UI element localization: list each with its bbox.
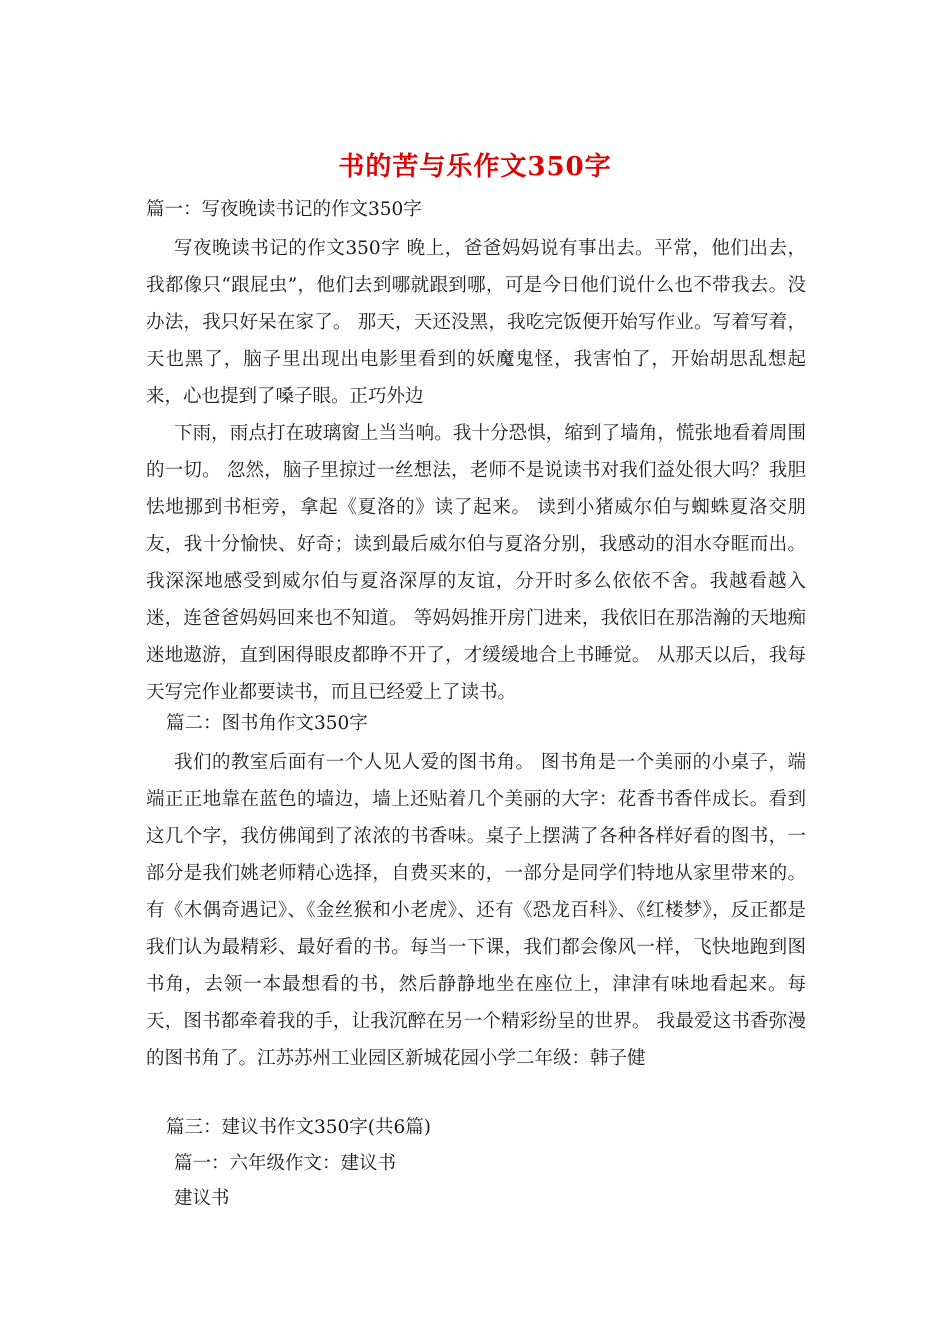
section-heading-3: 篇三：建议书作文350字(共6篇): [166, 1117, 432, 1138]
section-heading-2: 篇二：图书角作文350字: [166, 713, 368, 734]
paragraph-3: 我们的教室后面有一个人见人爱的图书角。 图书角是一个美丽的小桌子，端端正正地靠在蓝色的墙边，墙上还贴着几个美丽的大字：花香书香伴成长。看到这几个字，我仿佛闻到了浓浓的书香味。桌子上摆满了各种各样好看的图书，一部分是我们姚老师精心选择，自费买来的，一部分是同学们特地从家里带来的。有《木偶奇遇记》、《金丝猴和小老虎》、还有《恐龙百科》、《红楼梦》，反正都是我们认为最精彩、最好看的书。每当一下课，我们都会像风一样，飞快地跑到图书角，去领一本最想看的书，然后静静地坐在座位上，津津有味地看起来。每天，图书都牵着我的手，让我沉醉在另一个精彩纷呈的世界。 我最爱这书香弥漫的图书角了。江苏苏州工业园区新城花园小学二年级：韩子健: [146, 752, 806, 1069]
document-title: 书的苦与乐作文350字: [338, 152, 612, 182]
paragraph-2: 下雨，雨点打在玻璃窗上当当响。我十分恐惧，缩到了墙角，慌张地看着周围的一切。 忽然，脑子里掠过一丝想法，老师不是说读书对我们益处很大吗？我胆怯地挪到书柜旁，拿起《夏洛的》读了起来。 读到小猪威尔伯与蜘蛛夏洛交朋友，我十分愉快、好奇；读到最后威尔伯与夏洛分别，我感动的泪水夺眶而出。我深深地感受到威尔伯与夏洛深厚的友谊，分开时多么依依不舍。我越看越入迷，连爸爸妈妈回来也不知道。 等妈妈推开房门进来，我依旧在那浩瀚的天地痴迷地遨游，直到困得眼皮都睁不开了，才缓缓地合上书睡觉。 从那天以后，我每天写完作业都要读书，而且已经爱上了读书。: [146, 423, 806, 703]
section-heading-1: 篇一：写夜晚读书记的作文350字: [146, 199, 422, 220]
section-heading-4: 篇一：六年级作文：建议书: [174, 1153, 397, 1174]
section-heading-5: 建议书: [174, 1188, 230, 1209]
paragraph-1: 写夜晚读书记的作文350字 晚上，爸爸妈妈说有事出去。平常，他们出去，我都像只“跟屁虫”，他们去到哪就跟到哪，可是今日他们说什么也不带我去。没办法，我只好呆在家了。 那天，天还没黑，我吃完饭便开始写作业。写着写着，天也黑了，脑子里出现出电影里看到的妖魔鬼怪，我害怕了，开始胡思乱想起来，心也提到了嗓子眼。正巧外边: [146, 238, 806, 407]
